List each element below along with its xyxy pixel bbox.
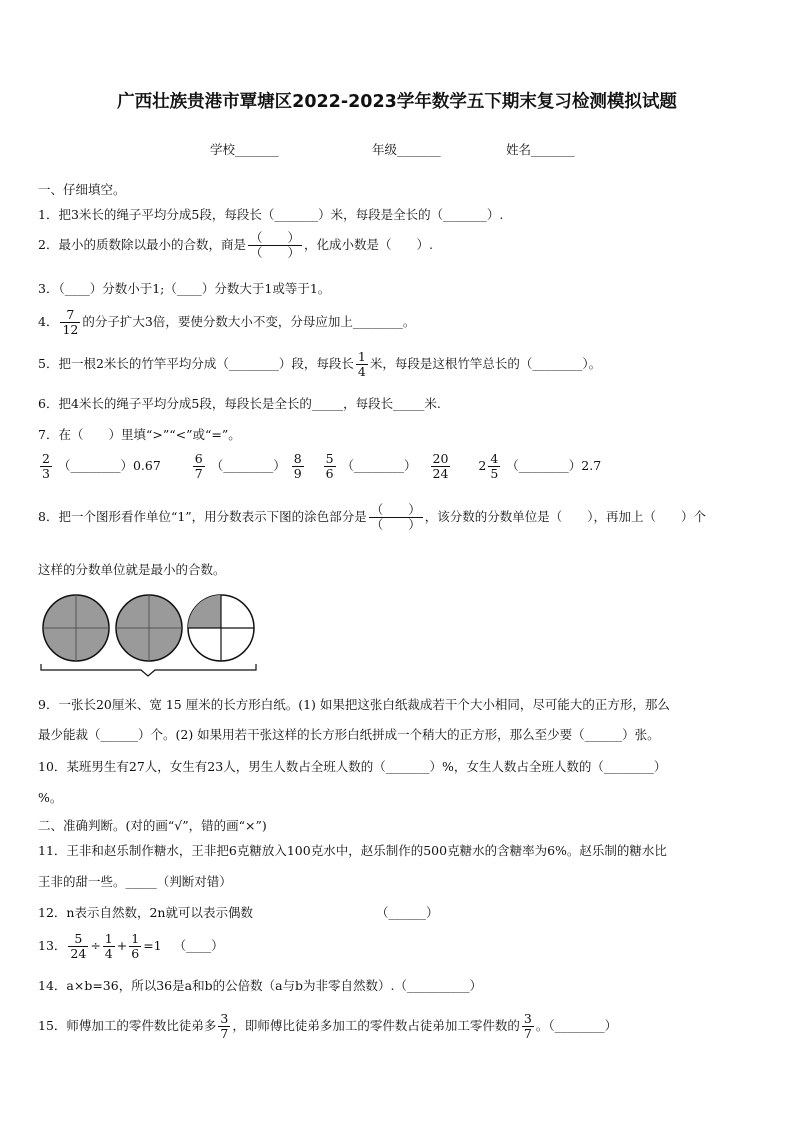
fraction-denominator: 4 <box>104 946 113 961</box>
question-15 <box>38 1012 617 1041</box>
section-2-heading: 二、准确判断。(对的画“√”，错的画“×”) <box>38 818 267 833</box>
question-10: 10．某班男生有27人，女生有23人，男生人数占全班人数的（_______）%，女生人数占全班人数的（________） <box>38 759 667 774</box>
question-7-comparisons <box>38 452 778 481</box>
fraction-denominator: 6 <box>325 466 334 481</box>
q15-fraction-1 <box>218 1012 230 1041</box>
question-8 <box>38 503 706 532</box>
question-5-text-end: 米，每段是这根竹竿总长的（________）。 <box>369 356 602 371</box>
fraction-numerator: 20 <box>432 451 449 466</box>
fraction-denominator: 24 <box>432 466 449 481</box>
question-2-fraction <box>248 231 302 260</box>
question-14: 14．a×b=36，所以36是a和b的公倍数（a与b为非零自然数）.（__________） <box>38 978 483 993</box>
q15-fraction-2 <box>522 1012 534 1041</box>
question-8-fraction <box>369 503 423 532</box>
fraction-denominator: 3 <box>42 466 50 481</box>
fraction-denominator: （ ） <box>370 517 421 532</box>
question-13-label: 13． <box>38 938 67 953</box>
question-5 <box>38 350 601 379</box>
fraction-numerator: 1 <box>357 349 366 364</box>
question-13-answer: （____） <box>173 938 224 953</box>
question-12-answer: （______） <box>376 905 439 920</box>
q7-mixed-whole: 2 <box>478 458 487 473</box>
q7-compare-3: （________） <box>341 458 417 473</box>
q7-fraction-2 <box>193 452 205 481</box>
question-11: 11．王非和赵乐制作糖水，王非把6克糖放入100克水中，赵乐制作的500克糖水的含糖率为6%。赵乐制的糖水比 <box>38 843 667 858</box>
fraction-denominator: （ ） <box>249 245 300 260</box>
fraction-numerator: 1 <box>104 931 113 946</box>
school-field: 学校_______ <box>210 142 279 157</box>
q7-fraction-4 <box>324 452 336 481</box>
question-12: 12．n表示自然数，2n就可以表示偶数 <box>38 905 253 920</box>
q13-equals: =1 <box>143 938 162 953</box>
question-1: 1．把3米长的绳子平均分成5段，每段长（_______）米，每段是全长的（_______）. <box>38 207 504 222</box>
question-4: 4． $\frac{7}{12}$ 的分子扩大3倍，要使分数大小不变，分母应加上________。 <box>38 307 416 337</box>
question-4-text: 的分子扩大3倍，要使分数大小不变，分母应加上________。 <box>82 314 416 329</box>
question-13 <box>38 932 224 961</box>
fraction-denominator: 7 <box>194 466 203 481</box>
fraction-denominator: 5 <box>490 466 499 481</box>
fraction-numerator: （ ） <box>249 230 300 245</box>
q7-fraction-1 <box>40 452 52 481</box>
fraction-denominator: 9 <box>293 466 302 481</box>
question-9: 9．一张长20厘米、宽 15 厘米的长方形白纸。(1) 如果把这张白纸裁成若干个大小相同，尽可能大的正方形，那么 <box>38 697 670 712</box>
question-15-text: 15．师傅加工的零件数比徒弟多 <box>38 1018 217 1033</box>
question-10-continued: %。 <box>38 790 63 805</box>
question-5-text: 5．把一根2米长的竹竿平均分成（________）段，每段长 <box>38 356 354 371</box>
question-4-fraction <box>60 308 80 337</box>
section-1-heading: 一、仔细填空。 <box>38 182 126 197</box>
fraction-numerator: 3 <box>523 1011 532 1026</box>
shaded-circles-figure <box>36 592 261 678</box>
q7-fraction-5 <box>431 452 451 481</box>
brace <box>41 664 256 676</box>
page-title: 广西壮族贵港市覃塘区2022-2023学年数学五下期末复习检测模拟试题 <box>117 92 677 112</box>
question-2 <box>38 231 433 260</box>
fraction-numerator: 3 <box>220 1011 229 1026</box>
q7-fraction-3 <box>292 452 304 481</box>
name-field: 姓名_______ <box>506 142 575 157</box>
fraction-numerator: 7 <box>60 308 80 323</box>
question-8-text: 8．把一个图形看作单位“1”，用分数表示下图的涂色部分是 <box>38 509 367 524</box>
grade-field: 年级_______ <box>372 142 441 157</box>
question-3: 3．（____）分数小于1;（____）分数大于1或等于1。 <box>38 281 331 296</box>
q13-plus: + <box>116 938 128 953</box>
question-2-text: 2．最小的质数除以最小的合数，商是 <box>38 237 246 252</box>
circle-1 <box>43 595 109 661</box>
q13-divide: ÷ <box>90 938 101 953</box>
fraction-numerator: 5 <box>68 932 88 947</box>
question-15-text-middle: ，即师傅比徒弟多加工的零件数占徒弟加工零件数的 <box>232 1018 520 1033</box>
q13-fraction-1 <box>68 932 88 961</box>
fraction-denominator: 6 <box>131 946 140 961</box>
q7-compare-4: （________）2.7 <box>506 458 602 473</box>
question-2-text-end: ，化成小数是（ ）. <box>303 237 433 252</box>
fraction-denominator: 4 <box>357 364 366 379</box>
q7-compare-1: （________）0.67 <box>57 458 161 473</box>
fraction-denominator: 12 <box>62 322 79 337</box>
question-7: 7．在（ ）里填“>”“<”或“=”。 <box>38 427 241 442</box>
q13-fraction-2 <box>103 932 115 961</box>
circle-3 <box>188 595 254 661</box>
fraction-numerator: 2 <box>42 451 50 466</box>
fraction-denominator: 7 <box>220 1026 229 1041</box>
question-8-continued: 这样的分数单位就是最小的合数。 <box>38 562 226 577</box>
question-15-text-end: 。（________） <box>535 1018 618 1033</box>
fraction-numerator: （ ） <box>370 502 421 517</box>
fraction-denominator: 7 <box>523 1026 532 1041</box>
question-6: 6．把4米长的绳子平均分成5段，每段长是全长的_____，每段长_____米. <box>38 396 441 411</box>
question-9-continued: 最少能裁（______）个。(2) 如果用若干张这样的长方形白纸拼成一个稍大的正方形，那么至少要（______）张。 <box>38 727 660 742</box>
question-11-continued: 王非的甜一些。_____（判断对错） <box>38 874 232 889</box>
q7-compare-2: （________） <box>210 458 286 473</box>
q7-fraction-6 <box>488 452 500 481</box>
question-8-text-end: ，该分数的分数单位是（ ），再加上（ ）个 <box>424 509 706 524</box>
fraction-numerator: 8 <box>293 451 302 466</box>
fraction-numerator: 5 <box>325 451 334 466</box>
fraction-numerator: 4 <box>490 451 499 466</box>
fraction-numerator: 1 <box>131 931 140 946</box>
fraction-numerator: 6 <box>194 451 203 466</box>
fraction-denominator: 24 <box>70 946 87 961</box>
q13-fraction-3 <box>129 932 141 961</box>
question-5-fraction <box>356 350 368 379</box>
circle-2 <box>116 595 182 661</box>
